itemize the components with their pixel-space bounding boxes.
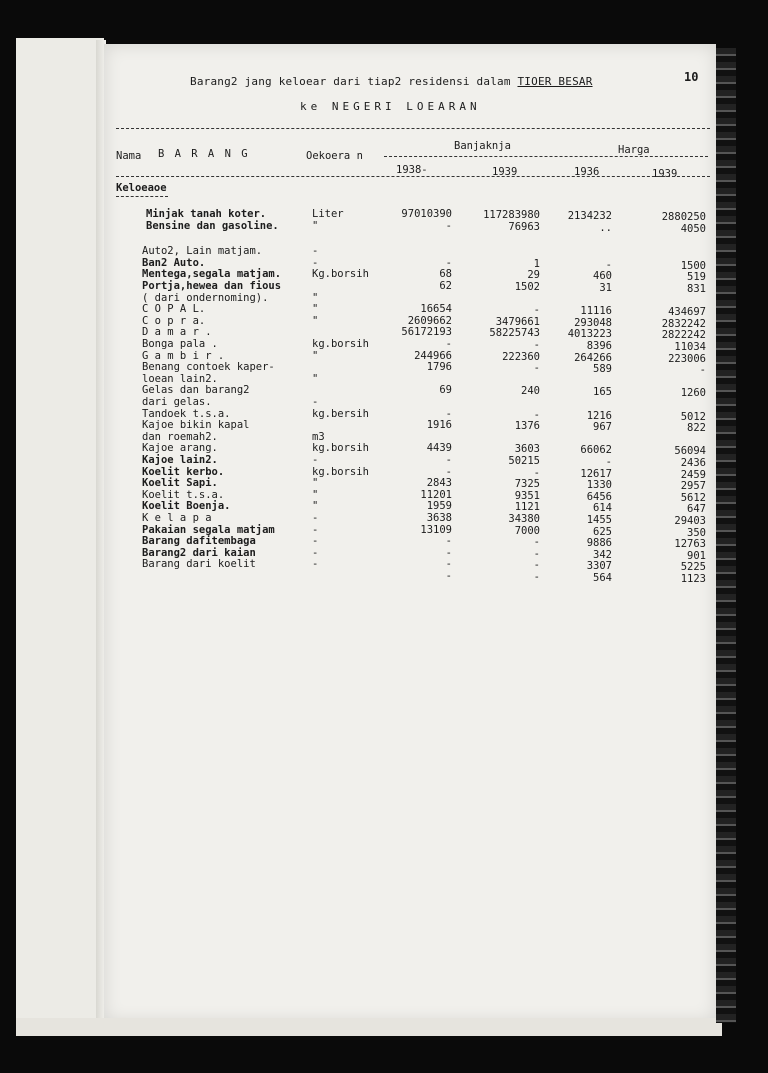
item-unit: Liter [312, 208, 344, 220]
item-value-3: 31 [599, 282, 612, 294]
item-value-2: 9351 [514, 489, 540, 502]
item-value-1: - [445, 535, 452, 548]
item-unit: - [312, 245, 319, 258]
item-value-4: 29403 [674, 515, 706, 527]
item-value-3: 8396 [586, 340, 612, 352]
item-value-3: 264266 [574, 351, 612, 364]
item-value-1: 1916 [426, 419, 452, 432]
item-value-2: - [533, 304, 540, 317]
item-unit: kg.borsih [312, 465, 369, 478]
item-name: Barang2 dari kaian [142, 546, 256, 559]
item-value-4: 2880250 [661, 211, 706, 223]
scan-border-left [16, 38, 104, 1023]
item-name: loean lain2. [142, 372, 218, 385]
item-value-2: 3603 [514, 443, 540, 456]
item-value-4: 647 [687, 503, 706, 516]
item-value-1: 69 [439, 384, 452, 397]
item-name: dan roemah2. [142, 430, 218, 443]
item-name: Mentega,segala matjam. [142, 268, 282, 281]
item-value-4: - [699, 364, 706, 377]
item-value-4: 223006 [668, 352, 706, 365]
item-value-3: 12617 [580, 467, 612, 480]
header-year-1: 1938- [396, 164, 428, 176]
item-value-1: - [445, 338, 452, 350]
item-unit: - [312, 535, 319, 548]
item-value-3: 967 [593, 421, 612, 434]
item-value-4: 350 [687, 526, 706, 539]
item-value-1: 13109 [420, 523, 452, 536]
item-name: Bensine dan gasoline. [146, 219, 279, 232]
item-value-4: 11034 [674, 341, 706, 353]
item-value-4: 2436 [680, 457, 706, 469]
item-value-3: 614 [593, 502, 612, 515]
item-value-3: 6456 [586, 490, 612, 503]
item-name: Tandoek t.s.a. [142, 407, 231, 420]
item-unit: " [312, 219, 319, 232]
item-value-3: 1330 [586, 479, 612, 492]
header-year-2: 1939 [492, 166, 518, 178]
item-value-2: 1502 [514, 281, 540, 293]
item-value-1: 4439 [426, 442, 452, 455]
item-value-2: 240 [521, 385, 540, 398]
item-unit: - [312, 454, 319, 466]
header-harga: Harga [618, 144, 650, 156]
title-prefix: Barang2 jang keloear dari tiap2 residensi dalam [190, 75, 518, 88]
item-value-3: 9886 [586, 537, 612, 550]
item-value-2: 7000 [514, 524, 540, 537]
header-banjaknja: Banjaknja [454, 140, 511, 152]
item-value-1: - [445, 219, 452, 232]
item-unit: m3 [312, 430, 325, 443]
item-name: Kajoe arang. [142, 442, 218, 455]
item-value-4: 1123 [680, 573, 706, 585]
item-value-4: 56094 [674, 445, 706, 458]
item-name: K e l a p a [142, 512, 212, 524]
item-value-2: 76963 [508, 220, 540, 233]
item-name: Ban2 Auto. [142, 256, 206, 269]
item-unit: - [312, 546, 319, 559]
item-name: Gelas dan barang2 [142, 384, 250, 397]
item-value-4: 822 [687, 422, 706, 435]
item-value-1: 2843 [426, 477, 452, 490]
item-value-1: 3638 [426, 512, 452, 524]
item-name: Minjak tanah koter. [146, 208, 267, 220]
item-value-2: 1 [533, 257, 540, 270]
item-unit: - [312, 512, 319, 524]
item-value-2: 3479661 [495, 315, 540, 328]
item-value-2: - [533, 339, 540, 351]
item-value-2: 1121 [514, 501, 540, 514]
item-value-1: - [445, 454, 452, 466]
item-unit: - [312, 558, 319, 571]
header-year-4: 1939 [652, 168, 678, 180]
item-value-2: 34380 [508, 513, 540, 525]
item-value-3: 4013223 [567, 328, 612, 341]
item-value-1: 56172193 [401, 326, 452, 339]
scan-border-bottom [16, 1018, 722, 1036]
item-unit: " [312, 349, 319, 362]
item-name: C O P A L. [142, 303, 206, 316]
item-value-3: 460 [593, 270, 612, 283]
section-underline [116, 196, 168, 197]
header-year-3: 1936 [574, 166, 600, 178]
item-value-1: 2609662 [407, 314, 452, 327]
item-name: Koelit t.s.a. [142, 488, 225, 501]
item-value-4: 5225 [680, 561, 706, 574]
item-value-3: 293048 [574, 316, 612, 329]
item-value-1: 1796 [426, 361, 452, 374]
header-nama: Nama [116, 150, 142, 162]
item-value-1: - [445, 256, 452, 269]
item-unit: - [312, 396, 319, 408]
item-name: G a m b i r . [142, 349, 225, 362]
item-value-2: 7325 [514, 478, 540, 491]
item-value-3: 165 [593, 386, 612, 399]
item-unit: - [312, 256, 319, 269]
item-value-2: - [533, 559, 540, 572]
item-unit: " [312, 372, 319, 385]
item-value-2: 58225743 [489, 327, 540, 340]
item-value-2: - [533, 547, 540, 560]
item-value-1: - [445, 465, 452, 478]
item-value-3: 3307 [586, 560, 612, 573]
item-value-4: 12763 [674, 538, 706, 551]
item-name: Portja,hewea dan fious [142, 280, 282, 292]
item-value-3: .. [599, 221, 612, 234]
item-value-3: 589 [593, 363, 612, 376]
item-name: Koelit kerbo. [142, 465, 225, 478]
item-value-2: 29 [527, 269, 540, 282]
item-unit: kg.bersih [312, 407, 369, 420]
item-value-3: 342 [593, 548, 612, 561]
item-name: Kajoe lain2. [142, 454, 218, 466]
item-value-1: 11201 [420, 488, 452, 501]
item-value-4: 1500 [680, 259, 706, 272]
item-unit: Kg.borsih [312, 268, 369, 281]
item-value-3: 11116 [580, 305, 612, 318]
item-value-2: - [533, 408, 540, 421]
item-value-2: 50215 [508, 455, 540, 467]
item-value-4: 5012 [680, 410, 706, 423]
item-value-3: 1216 [586, 409, 612, 422]
item-unit: " [312, 291, 319, 304]
item-unit: " [312, 488, 319, 501]
item-unit: " [312, 303, 319, 316]
item-value-2: - [533, 536, 540, 549]
item-name: D a m a r . [142, 326, 212, 339]
item-value-3: 2134232 [567, 210, 612, 222]
item-value-4: 434697 [668, 306, 706, 319]
item-value-4: 2957 [680, 480, 706, 493]
item-value-2: - [533, 466, 540, 479]
item-name: Barang dari koelit [142, 558, 256, 571]
item-value-3: - [605, 456, 612, 468]
item-name: ( dari ondernoming). [142, 291, 269, 304]
item-value-1: 62 [439, 280, 452, 292]
item-value-4: 1260 [680, 387, 706, 400]
section-label: Keloeaoe [116, 182, 167, 194]
item-value-2: - [533, 362, 540, 375]
item-value-1: - [445, 558, 452, 571]
item-value-4: 5612 [680, 491, 706, 504]
item-value-2: 1376 [514, 420, 540, 433]
item-value-3: 564 [593, 572, 612, 584]
item-value-3: 66062 [580, 444, 612, 457]
item-value-1: 68 [439, 268, 452, 281]
item-unit: kg.borsih [312, 442, 369, 455]
title-region: TIOER BESAR [517, 75, 593, 88]
page-number: 10 [684, 70, 699, 84]
item-value-4: 2822242 [661, 329, 706, 342]
item-value-1: - [445, 407, 452, 420]
item-name: dari gelas. [142, 396, 212, 408]
header-rule-top [116, 128, 710, 129]
item-value-3: - [605, 258, 612, 271]
item-value-4: 831 [687, 283, 706, 295]
item-unit: " [312, 500, 319, 513]
header-rule-bottom [116, 176, 710, 177]
page-edge-right [716, 48, 736, 1023]
item-name: Koelit Sapi. [142, 477, 218, 490]
item-unit: " [312, 477, 319, 490]
item-value-1: - [445, 546, 452, 559]
item-value-4: 2832242 [661, 317, 706, 330]
item-value-3: 1455 [586, 514, 612, 526]
item-name: C o p r a. [142, 314, 206, 327]
title-line-2: ke NEGERI LOEARAN [300, 100, 481, 113]
item-unit: - [312, 523, 319, 536]
item-name: Benang contoek kaper- [142, 361, 275, 374]
item-value-4: 4050 [680, 222, 706, 235]
item-value-2: 222360 [502, 350, 540, 363]
item-value-1: 97010390 [401, 208, 452, 220]
item-value-1: 1959 [426, 500, 452, 513]
item-name: Kajoe bikin kapal [142, 419, 250, 432]
item-unit: " [312, 314, 319, 327]
item-value-4: 519 [687, 271, 706, 284]
item-name: Auto2, Lain matjam. [142, 245, 263, 258]
item-value-2: 117283980 [483, 209, 540, 221]
item-name: Pakaian segala matjam [142, 523, 275, 536]
header-oekoeran: Oekoera n [306, 150, 363, 162]
item-value-4: 901 [687, 549, 706, 562]
header-barang: B A R A N G [158, 148, 250, 160]
title-line-1 [190, 75, 593, 88]
item-value-3: 625 [593, 525, 612, 538]
item-name: Koelit Boenja. [142, 500, 231, 513]
item-value-1: 16654 [420, 303, 452, 316]
item-value-4: 2459 [680, 468, 706, 481]
item-name: Barang dafitembaga [142, 535, 256, 548]
item-unit: kg.borsih [312, 338, 369, 350]
item-value-1: 244966 [414, 349, 452, 362]
header-rule-mid [384, 156, 708, 157]
item-value-2: - [533, 571, 540, 583]
item-name: Bonga pala . [142, 338, 218, 350]
item-value-1: - [445, 570, 452, 582]
